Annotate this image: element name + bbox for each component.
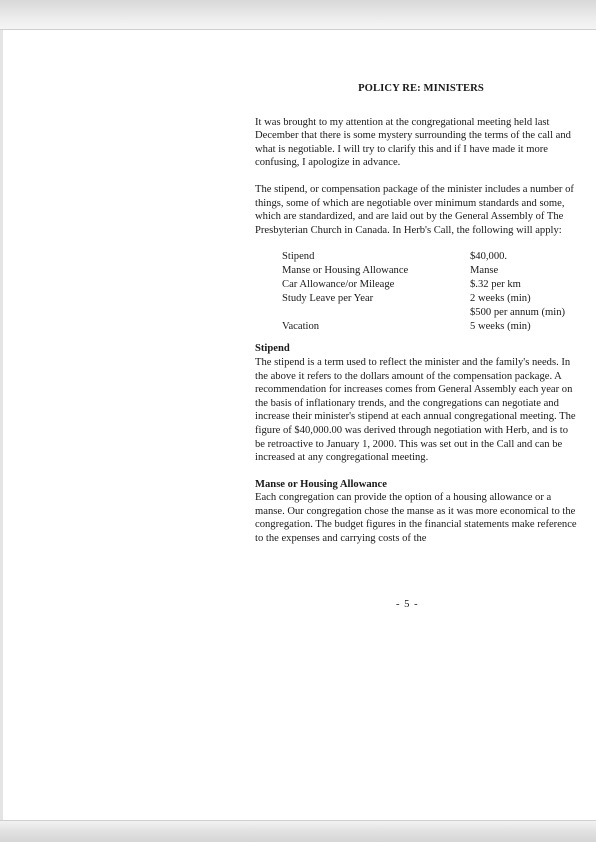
term-row [282,306,577,320]
intro-paragraph: It was brought to my attention at the congregational meeting held last December that there is some mystery surrounding the terms of the call and what is negotiable. I will try to clarify this and if I have made it more confusing, I apologize in advance. [255,116,571,169]
package-paragraph: The stipend, or compensation package of the minister includes a number of things, some of which are negotiable over minimum standards and some, which are standardized, and are laid out by the General Assembly of The Presbyterian Church in Canada. In Herb's Call, the following will apply: [255,183,574,236]
term-label: Manse or Housing Allowance [282,265,409,277]
manse-paragraph: Each congregation can provide the option of a housing allowance or a manse. Our congregation chose the manse as it was more economical to the congregation. The budget figures in the financial statements make reference to the expenses and carrying costs of the [255,492,577,545]
terms-list [255,250,577,332]
scan-left-edge [0,30,3,820]
term-row [282,320,577,334]
document-body [255,82,577,559]
page-number: - 5 - [396,599,419,610]
term-value: 5 weeks (min) [470,321,531,333]
stipend-heading: Stipend [255,343,290,355]
term-row [282,278,577,292]
term-label: Vacation [282,321,320,333]
term-row [282,250,577,264]
manse-heading: Manse or Housing Allowance [255,478,387,490]
manse-section [255,478,577,546]
term-label: Study Leave per Year [282,293,374,305]
document-title: POLICY RE: MINISTERS [358,83,484,94]
scan-top-band [0,0,596,30]
term-value: 2 weeks (min) [470,293,531,305]
scan-bottom-band [0,820,596,842]
term-label: Car Allowance/or Mileage [282,279,395,291]
term-label: Stipend [282,251,315,263]
term-value: Manse [470,265,499,277]
term-row [282,264,577,278]
stipend-section [255,342,577,464]
term-row [282,292,577,306]
term-value: $40,000. [470,251,508,263]
term-value: $500 per annum (min) [470,307,566,319]
term-value: $.32 per km [470,279,521,291]
stipend-paragraph: The stipend is a term used to reflect the minister and the family's needs. In the above it refers to the dollars amount of the compensation package. A recommendation for increases comes from General Assembly each year on the basis of inflationary trends, and the congregations can negotiate and increase their minister's stipend at each annual congregational meeting. The figure of $40,000.00 was derived through negotiation with Herb, and is to be retroactive to January 1, 2000. This was set out in the Call and can be increased at any congregational meeting. [255,356,576,464]
